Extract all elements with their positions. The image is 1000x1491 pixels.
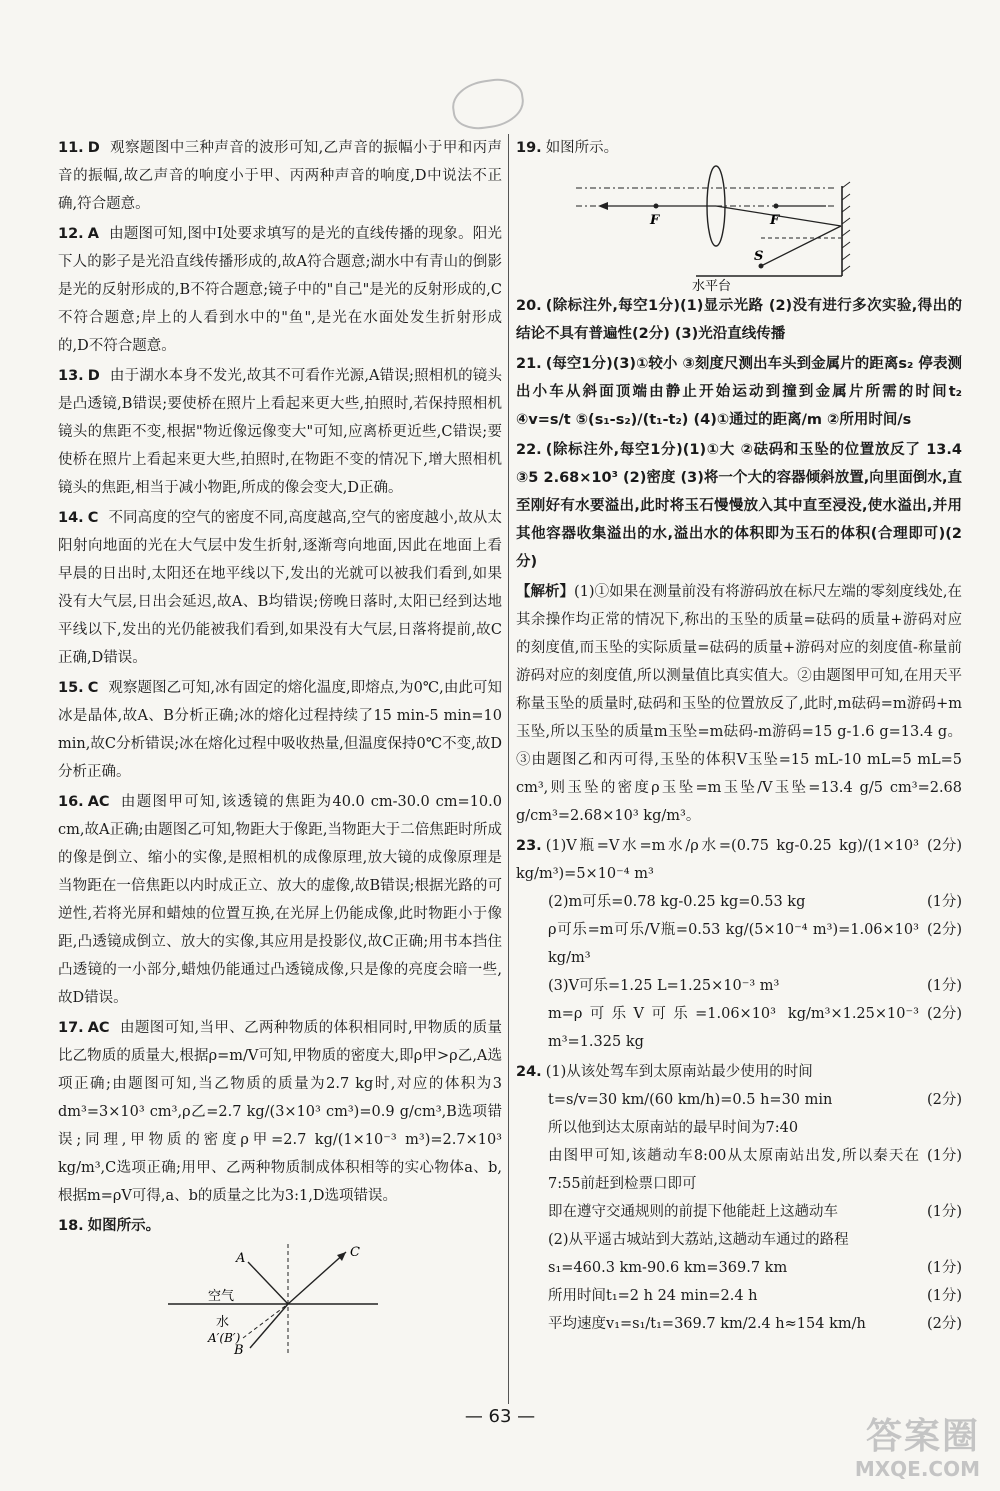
formula-text: (3)V可乐=1.25 L=1.25×10⁻³ m³: [548, 978, 780, 994]
lens-diagram: [516, 166, 956, 294]
solution-row: [516, 1114, 962, 1142]
answer-choice: C: [87, 680, 99, 696]
formula-row: [516, 888, 962, 916]
score-label: (1分): [926, 894, 962, 910]
label-air: 空气: [208, 1289, 235, 1304]
score-label: (1分): [926, 978, 962, 994]
point-f2: [774, 204, 779, 209]
label-ab: A′(B′): [208, 1331, 241, 1345]
explanation-text: 如图所示。: [87, 1218, 161, 1234]
question-number: 11.: [58, 140, 84, 156]
label-platform: 水平台: [692, 279, 732, 294]
virtual-ray: [243, 1304, 288, 1338]
explanation-text: 由于湖水本身不发光,故其不可看作光源,A错误;照相机的镜头是凸透镜,B错误;要使桥在照片上看起来更大些,拍照时,若保持照相机镜头的焦距不变,根据"物近像远像变大"可知,应离桥更近些,C错误;要使桥在照片上看起来更大些,拍照时,在物距不变的情况下,增大照相机镜头的焦距,相当于减小物距,所成的像会变大,D正确。: [58, 368, 502, 496]
label-c: C: [350, 1245, 360, 1260]
question-number: 15.: [58, 680, 84, 696]
formula-row: [516, 1000, 962, 1056]
formula-row: [516, 916, 962, 972]
arrow-left-icon: [598, 202, 608, 210]
question-number: 19.: [516, 140, 542, 156]
score-label: [954, 1226, 962, 1254]
answer-22: [516, 436, 962, 576]
analysis-text: (1)①如果在测量前没有将游码放在标尺左端的零刻度线处,在其余操作均正常的情况下,称出的玉坠的质量=砝码的质量+游码对应的刻度值,而玉坠的实际质量=砝码的质量+游码对应的刻度值-称量前游码对应的刻度值,所以测量值比真实值大。②由题图甲可知,在用天平称量玉坠的质量时,砝码和玉坠的位置放反了,此时,m砝码=m游码+m玉坠,所以玉坠的质量m玉坠=m砝码-m游码=15 g-1.6 g=13.4 g。③由题图乙和丙可得,玉坠的体积V玉坠=15 mL-10 mL=5 mL=5 cm³,则玉坠的密度ρ玉坠=m玉坠/V玉坠=13.4 g/5 cm³=2.68 g/cm³=2.68×10³ kg/m³。: [516, 584, 962, 824]
point-s: [759, 264, 764, 269]
answer-17: [58, 1014, 502, 1210]
explanation-text: (除标注外,每空1分)(1)①大 ②砝码和玉坠的位置放反了 13.4 ③5 2.68×10³ (2)密度 (3)将一个大的容器倾斜放置,向里面倒水,直至刚好有水要溢出,此时将玉石慢慢放入其中直至浸没,使水溢出,并用其他容器收集溢出的水,溢出水的体积即为玉石的体积(合理即可)(2分): [516, 442, 962, 570]
reflection-ray: [761, 226, 841, 266]
formula-text: m=ρ可乐V可乐=1.06×10³ kg/m³×1.25×10⁻³ m³=1.325 kg: [548, 1006, 919, 1050]
score-label: [954, 1114, 962, 1142]
solution-row: [516, 1226, 962, 1254]
score-label: (2分): [926, 1316, 962, 1332]
answer-choice: C: [87, 510, 99, 526]
explanation-text: 由题图可知,图中Ⅰ处要求填写的是光的直线传播的现象。阳光下人的影子是光沿直线传播形成的,故A符合题意;湖水中有青山的倒影是光的反射形成的,B不符合题意;镜子中的"自己"是光的反射形成的,C不符合题意;岸上的人看到水中的"鱼",是光在水面处发生折射形成的,D不符合题意。: [58, 226, 502, 354]
formula-row: [516, 972, 962, 1000]
watermark-title: 答案圈: [865, 1416, 980, 1457]
question-number: 22.: [516, 442, 542, 458]
answer-23: [516, 832, 962, 1056]
question-number: 23.: [516, 838, 542, 854]
answer-choice: D: [87, 140, 100, 156]
ray-b: [250, 1304, 288, 1348]
solution-text: (1)从该处驾车到太原南站最少使用的时间: [545, 1064, 813, 1080]
label-f1: F: [650, 213, 660, 228]
incident-ray-a: [248, 1262, 288, 1304]
answer-20: [516, 292, 962, 348]
question-number: 18.: [58, 1218, 84, 1234]
label-f2: F: [770, 213, 780, 228]
solution-row: [516, 1282, 962, 1310]
solution-text: (2)从平遥古城站到大荔站,这趟动车通过的路程: [548, 1232, 849, 1248]
answer-choice: AC: [87, 1020, 110, 1036]
watermark-url: MXQE.COM: [854, 1457, 980, 1481]
explanation-text: 不同高度的空气的密度不同,高度越高,空气的密度越小,故从太阳射向地面的光在大气层中发生折射,逐渐弯向地面,因此在地面上看早晨的日出时,太阳还在地平线以下,发出的光就可以被我们看到,如果没有大气层,日出会延迟,故A、B均错误;傍晚日落时,太阳已经到达地平线以下,发出的光仍能被我们看到,如果没有大气层,日落将提前,故C正确,D错误。: [58, 510, 502, 666]
page-number: — 63 —: [464, 1406, 536, 1427]
formula-text: (1)V瓶=V水=m水/ρ水=(0.75 kg-0.25 kg)/(1×10³ kg/m³)=5×10⁻⁴ m³: [516, 838, 919, 882]
score-label: (2分): [926, 1006, 962, 1022]
solution-text: t=s/v=30 km/(60 km/h)=0.5 h=30 min: [548, 1092, 833, 1108]
question-number: 17.: [58, 1020, 84, 1036]
point-f1: [654, 204, 659, 209]
left-column: [58, 134, 502, 1360]
answer-11: [58, 134, 502, 218]
explanation-text: 如图所示。: [545, 140, 619, 156]
question-number: 24.: [516, 1064, 542, 1080]
answer-21: [516, 350, 962, 434]
question-number: 13.: [58, 368, 84, 384]
score-label: (1分): [926, 1288, 962, 1304]
label-s: S: [754, 249, 764, 264]
formula-text: ρ可乐=m可乐/V瓶=0.53 kg/(5×10⁻⁴ m³)=1.06×10³ kg/m³: [548, 922, 919, 966]
question-number: 16.: [58, 794, 84, 810]
score-label: (2分): [926, 922, 962, 938]
solution-text: 所以他到达太原南站的最早时间为7:40: [548, 1120, 799, 1136]
analysis-label: 【解析】: [516, 584, 575, 600]
answer-15: [58, 674, 502, 786]
answer-14: [58, 504, 502, 672]
answer-18: [58, 1212, 502, 1240]
solution-text: s₁=460.3 km-90.6 km=369.7 km: [548, 1260, 788, 1276]
question-number: 12.: [58, 226, 84, 242]
solution-row: [516, 1086, 962, 1114]
explanation-text: (除标注外,每空1分)(1)显示光路 (2)没有进行多次实验,得出的结论不具有普遍性(2分) (3)光沿直线传播: [516, 298, 962, 342]
refraction-diagram: [58, 1244, 498, 1358]
question-number: 14.: [58, 510, 84, 526]
label-water: 水: [216, 1315, 230, 1330]
explanation-text: 观察题图乙可知,冰有固定的熔化温度,即熔点,为0℃,由此可知冰是晶体,故A、B分析正确;冰的熔化过程持续了15 min-5 min=10 min,故C分析错误;冰在熔化过程中吸收热量,但温度保持0℃不变,故D分析正确。: [58, 680, 502, 780]
question-number: 21.: [516, 356, 542, 372]
explanation-text: 观察题图中三种声音的波形可知,乙声音的振幅小于甲和丙声音的振幅,故乙声音的响度小于甲、丙两种声音的响度,D中说法不正确,符合题意。: [58, 140, 502, 212]
score-label: (2分): [926, 1092, 962, 1108]
label-a: A: [236, 1251, 246, 1266]
solution-text: 由图甲可知,该趟动车8:00从太原南站出发,所以秦天在7:55前赶到检票口即可: [548, 1148, 919, 1192]
watermark-logo: [780, 1416, 980, 1484]
solution-row: [516, 1198, 962, 1226]
answer-16: [58, 788, 502, 1012]
solution-row: [516, 1058, 962, 1086]
explanation-text: 由题图可知,当甲、乙两种物质的体积相同时,甲物质的质量比乙物质的质量大,根据ρ=m/V可知,甲物质的密度大,即ρ甲>ρ乙,A选项正确;由题图可知,当乙物质的质量为2.7 kg时,对应的体积为3 dm³=3×10³ cm³,ρ乙=2.7 kg/(3×10³ cm³)=0.9 g/cm³,B选项错误;同理,甲物质的密度ρ甲=2.7 kg/(1×10⁻³ m³)=2.7×10³ kg/m³,C选项正确;用甲、乙两种物质制成体积相等的实心物体a、b,根据m=ρV可得,a、b的质量之比为3:1,D选项错误。: [58, 1020, 502, 1204]
solution-row: [516, 1254, 962, 1282]
score-label: [954, 1058, 962, 1086]
solution-text: 所用时间t₁=2 h 24 min=2.4 h: [548, 1288, 758, 1304]
answer-choice: D: [87, 368, 100, 384]
formula-row: [516, 832, 962, 888]
score-label: (1分): [926, 1148, 962, 1164]
answer-19: [516, 134, 962, 162]
column-divider: [508, 134, 509, 1404]
solution-row: [516, 1142, 962, 1198]
score-label: (1分): [926, 1260, 962, 1276]
label-b: B: [234, 1343, 244, 1358]
answer-12: [58, 220, 502, 360]
solution-text: 即在遵守交通规则的前提下他能赶上这趟动车: [548, 1204, 838, 1220]
formula-text: (2)m可乐=0.78 kg-0.25 kg=0.53 kg: [548, 894, 806, 910]
answer-choice: AC: [87, 794, 110, 810]
score-label: (2分): [926, 838, 962, 854]
answer-13: [58, 362, 502, 502]
reflected-ray-c: [288, 1252, 346, 1304]
answer-24: [516, 1058, 962, 1338]
explanation-text: 由题图甲可知,该透镜的焦距为40.0 cm-30.0 cm=10.0 cm,故A正确;由题图乙可知,物距大于像距,当物距大于二倍焦距时所成的像是倒立、缩小的实像,是照相机的成像原理,放大镜的成像原理是当物距在一倍焦距以内时成正立、放大的虚像,故B错误;根据光路的可逆性,若将光屏和蜡烛的位置互换,在光屏上仍能成像,此时物距小于像距,凸透镜成倒立、放大的实像,其应用是投影仪,故C正确;用书本挡住凸透镜的一小部分,蜡烛仍能通过凸透镜成像,只是像的亮度会暗一些,故D错误。: [58, 794, 502, 1006]
answer-choice: A: [87, 226, 99, 242]
right-column: [516, 134, 962, 1340]
solution-row: [516, 1310, 962, 1338]
score-label: (1分): [926, 1204, 962, 1220]
solution-text: 平均速度v₁=s₁/t₁=369.7 km/2.4 h≈154 km/h: [548, 1316, 866, 1332]
question-number: 20.: [516, 298, 542, 314]
seal-stamp: [449, 75, 527, 133]
answer-22-analysis: [516, 578, 962, 830]
explanation-text: (每空1分)(3)①较小 ③刻度尺测出车头到金属片的距离s₂ 停表测出小车从斜面顶端由静止开始运动到撞到金属片所需的时间t₂ ④v=s/t ⑤(s₁-s₂)/(t₁-t₂) (4)①通过的距离/m ②所用时间/s: [516, 356, 962, 428]
